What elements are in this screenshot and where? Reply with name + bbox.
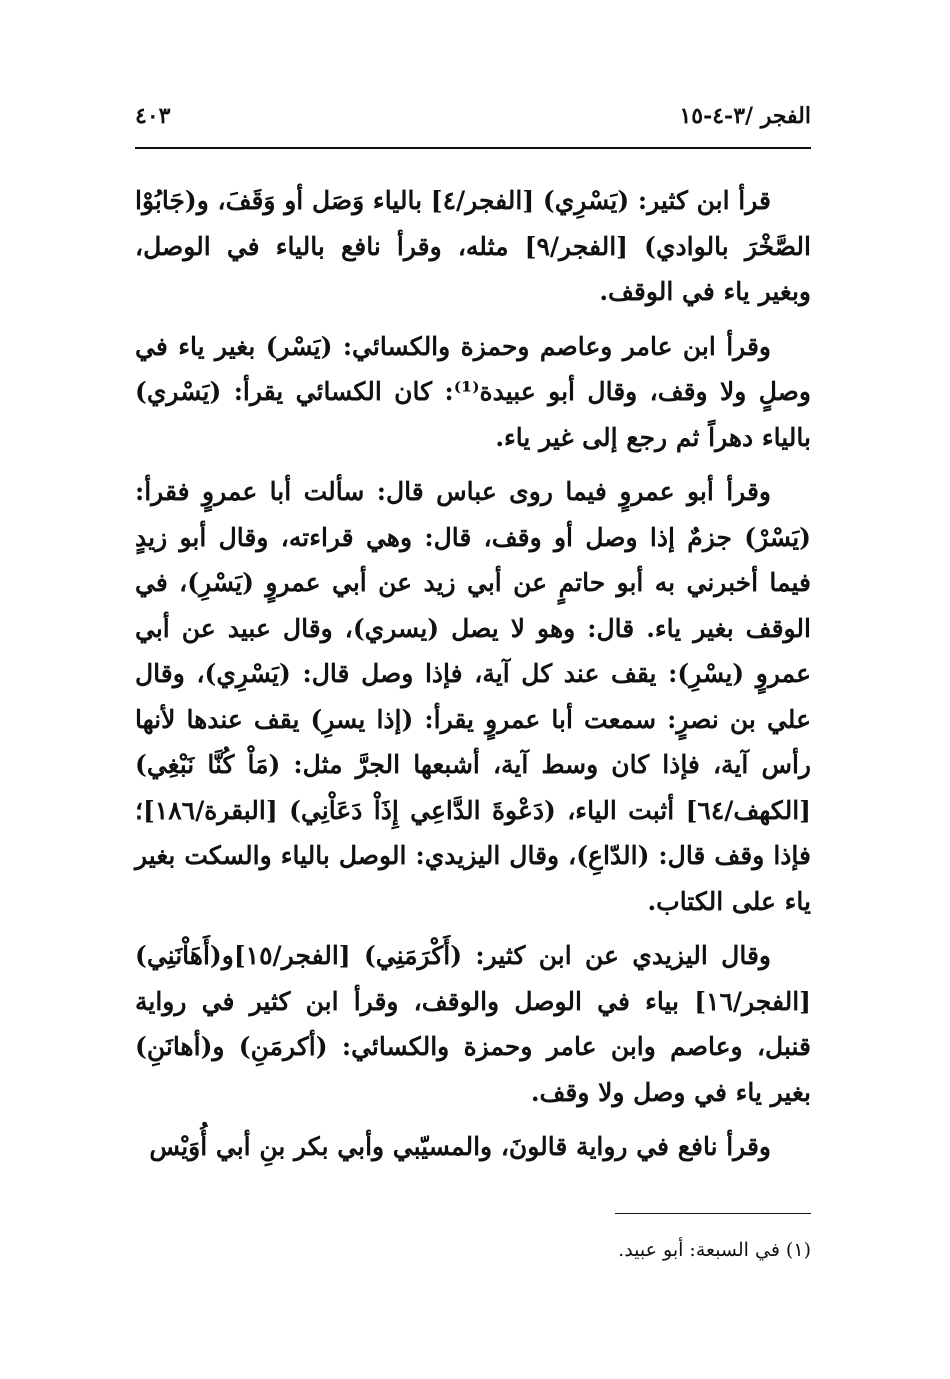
footnote-divider: [615, 1213, 811, 1214]
paragraph-5: وقرأ نافع في رواية قالونَ، والمسيّبي وأبي بكر بنِ أبي أُوَيْس: [149, 1132, 771, 1161]
page-header: [135, 96, 811, 136]
running-title: الفجر /٣-٤-١٥: [679, 103, 811, 129]
footnote: (١) في السبعة: أبو عبيد.: [618, 1239, 811, 1261]
page-number: ٤٠٣: [135, 103, 171, 129]
main-text: [135, 178, 811, 1179]
paragraph-1: قرأ ابن كثير: (يَسْرِي) [الفجر/٤] بالياء وَصَل أو وَقَفَ، و(جَابُوْا الصَّخْرَ بالوادي) [الفجر/٩] مثله، وقرأ نافع بالياء في الوصل، وبغير ياء في الوقف.: [135, 186, 811, 306]
header-divider: [135, 147, 811, 149]
paragraph-2: وقرأ ابن عامر وعاصم وحمزة والكسائي: (يَسْر) بغير ياء في وصلٍ ولا وقف، وقال أبو عبيدة⁽¹⁾: كان الكسائي يقرأ: (يَسْري) بالياء دهراً ثم رجع إلى غير ياء.: [135, 331, 811, 452]
paragraph-4: وقال اليزيدي عن ابن كثير: (أَكْرَمَنِي) [الفجر/١٥]و(أَهَاْنَنِي) [الفجر/١٦] بياء في الوصل والوقف، وقرأ ابن كثير في رواية قنبل، وعاصم وابن عامر وحمزة والكسائي: (أكرمَنِ) و(أهانَنِ) بغير ياء في وصل ولا وقف.: [135, 941, 811, 1107]
paragraph-3: وقرأ أبو عمروٍ فيما روى عباس قال: سألت أبا عمروٍ فقرأ: (يَسْرْ) جزمٌ إذا وصل أو وقف، قال: وهي قراءته، وقال أبو زيدٍ فيما أخبرني به أبو حاتمٍ عن أبي زيد عن أبي عمروٍ (يَسْرِ)، في الوقف بغير ياء. قال: وهو لا يصل (يسري)، وقال عبيد عن أبي عمروٍ (يسْرِ): يقف عند كل آية، فإذا وصل قال: (يَسْرِي)، وقال علي بن نصرٍ: سمعت أبا عمروٍ يقرأ: (إذا يسرِ) يقف عندها لأنها رأس آية، فإذا كان وسط آية، أشبعها الجرَّ مثل: (مَاْ كُنَّا نَبْغِي) [الكهف/٦٤] أثبت الياء، (دَعْوةَ الدَّاعِي إِذَاْ دَعَاْنِي) [البقرة/١٨٦]؛ فإذا وقف قال: (الدّاعِ)، وقال اليزيدي: الوصل بالياء والسكت بغير ياء على الكتاب.: [135, 477, 811, 916]
